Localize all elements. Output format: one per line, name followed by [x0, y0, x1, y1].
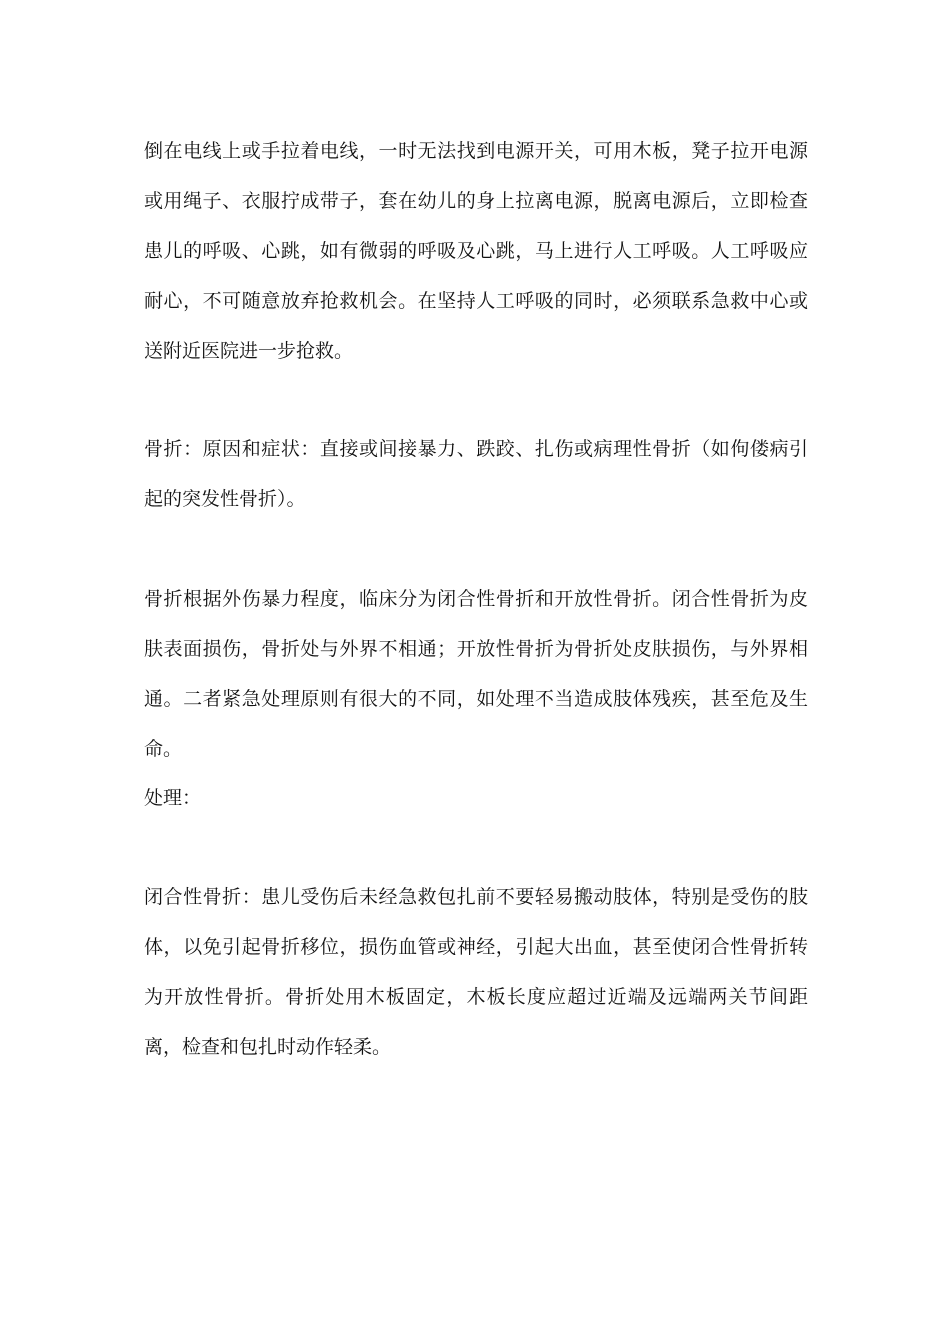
- paragraph-fracture-causes: 骨折：原因和症状：直接或间接暴力、跌跤、扎伤或病理性骨折（如佝偻病引起的突发性骨折）。: [144, 438, 808, 510]
- paragraph-closed-fracture-treatment: 闭合性骨折：患儿受伤后未经急救包扎前不要轻易搬动肢体，特别是受伤的肢体，以免引起骨折移位，损伤血管或神经，引起大出血，甚至使闭合性骨折转为开放性骨折。骨折处用木板固定，木板长度应超过近端及远端两关节间距离，检查和包扎时动作轻柔。: [144, 886, 808, 1058]
- paragraph-fracture-types: 骨折根据外伤暴力程度，临床分为闭合性骨折和开放性骨折。闭合性骨折为皮肤表面损伤，骨折处与外界不相通；开放性骨折为骨折处皮肤损伤，与外界相通。二者紧急处理原则有很大的不同，如处理不当造成肢体残疾，甚至危及生命。: [144, 588, 808, 760]
- paragraph-treatment-heading: 处理：: [144, 787, 202, 809]
- paragraph-electric-shock-rescue: 倒在电线上或手拉着电线，一时无法找到电源开关，可用木板，凳子拉开电源或用绳子、衣服拧成带子，套在幼儿的身上拉离电源，脱离电源后，立即检查患儿的呼吸、心跳，如有微弱的呼吸及心跳，马上进行人工呼吸。人工呼吸应耐心，不可随意放弃抢救机会。在坚持人工呼吸的同时，必须联系急救中心或送附近医院进一步抢救。: [144, 140, 808, 362]
